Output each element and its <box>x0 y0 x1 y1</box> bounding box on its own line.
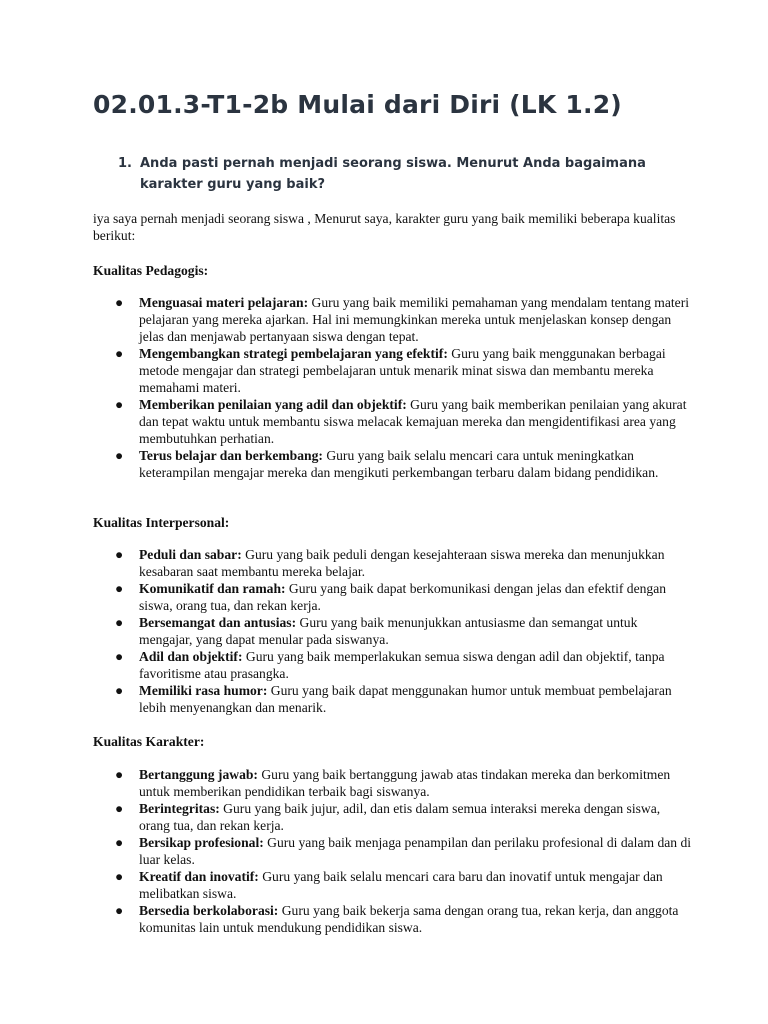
item-term: Berintegritas: <box>139 801 220 816</box>
bullet-icon: ● <box>115 295 124 310</box>
list-item <box>93 766 693 800</box>
list-item <box>93 345 693 396</box>
list-item <box>93 868 693 902</box>
item-desc: Guru yang baik menggunakan berbagai metode mengajar dan strategi pembelajaran untuk menarik minat siswa dan membantu mereka memahami materi. <box>139 346 666 395</box>
item-desc: Guru yang baik peduli dengan kesejahteraan siswa mereka dan menunjukkan kesabaran saat membantu mereka belajar. <box>139 547 665 579</box>
bullet-icon: ● <box>115 683 124 698</box>
item-term: Bersemangat dan antusias: <box>139 615 297 630</box>
list-item <box>93 648 693 682</box>
list-item <box>93 614 693 648</box>
item-desc: Guru yang baik memiliki pemahaman yang mendalam tentang materi pelajaran yang mereka ajarkan. Hal ini memungkinkan mereka untuk menjelaskan konsep dengan jelas dan menjawab pertanyaan siswa dengan tepat. <box>139 295 690 344</box>
item-term: Bersedia berkolaborasi: <box>139 903 279 918</box>
list-item <box>93 834 693 868</box>
section-heading-karakter: Kualitas Karakter: <box>93 734 205 749</box>
bullet-icon: ● <box>115 581 124 596</box>
list-item <box>93 396 693 447</box>
bullet-icon: ● <box>115 397 124 412</box>
bullet-icon: ● <box>115 835 124 850</box>
item-term: Mengembangkan strategi pembelajaran yang efektif: <box>139 346 448 361</box>
item-term: Terus belajar dan berkembang: <box>139 448 323 463</box>
item-desc: Guru yang baik bertanggung jawab atas tindakan mereka dan berkomitmen untuk memberikan pendidikan terbaik bagi siswanya. <box>139 767 671 799</box>
item-term: Komunikatif dan ramah: <box>139 581 286 596</box>
item-desc: Guru yang baik bekerja sama dengan orang tua, rekan kerja, dan anggota komunitas lain untuk mendukung pendidikan siswa. <box>139 903 679 935</box>
bullet-icon: ● <box>115 649 124 664</box>
item-desc: Guru yang baik menunjukkan antusiasme dan semangat untuk mengajar, yang dapat menular pada siswanya. <box>139 615 638 647</box>
list-item <box>93 294 693 345</box>
bullet-icon: ● <box>115 801 124 816</box>
item-desc: Guru yang baik memberikan penilaian yang akurat dan tepat waktu untuk membantu siswa melacak kemajuan mereka dan mengidentifikasi area yang membutuhkan perhatian. <box>139 397 687 446</box>
item-desc: Guru yang baik jujur, adil, dan etis dalam semua interaksi mereka dengan siswa, orang tua, dan rekan kerja. <box>139 801 661 833</box>
bullet-icon: ● <box>115 448 124 463</box>
item-desc: Guru yang baik selalu mencari cara untuk meningkatkan keterampilan mengajar mereka dan mengikuti perkembangan terbaru dalam bidang pendidikan. <box>139 448 659 480</box>
bullet-icon: ● <box>115 869 124 884</box>
item-term: Peduli dan sabar: <box>139 547 242 562</box>
item-term: Menguasai materi pelajaran: <box>139 295 309 310</box>
question-number: 1. <box>118 156 132 171</box>
item-term: Bersikap profesional: <box>139 835 264 850</box>
document-title: 02.01.3-T1-2b Mulai dari Diri (LK 1.2) <box>93 90 622 119</box>
intro-paragraph: iya saya pernah menjadi seorang siswa , Menurut saya, karakter guru yang baik memiliki beberapa kualitas berikut: <box>93 211 676 243</box>
bullet-icon: ● <box>115 547 124 562</box>
question-text: Anda pasti pernah menjadi seorang siswa. Menurut Anda bagaimana karakter guru yang baik? <box>140 156 646 192</box>
bullet-icon: ● <box>115 903 124 918</box>
bullet-icon: ● <box>115 767 124 782</box>
list-item <box>93 447 693 481</box>
list-pedagogis <box>93 294 693 481</box>
item-term: Memberikan penilaian yang adil dan objektif: <box>139 397 407 412</box>
item-term: Adil dan objektif: <box>139 649 243 664</box>
item-desc: Guru yang baik dapat berkomunikasi dengan jelas dan efektif dengan siswa, orang tua, dan rekan kerja. <box>139 581 667 613</box>
list-item <box>93 682 693 716</box>
section-heading-interpersonal: Kualitas Interpersonal: <box>93 515 230 530</box>
list-karakter <box>93 766 693 936</box>
section-heading-pedagogis: Kualitas Pedagogis: <box>93 263 209 278</box>
list-item <box>93 546 693 580</box>
list-interpersonal <box>93 546 693 716</box>
item-term: Memiliki rasa humor: <box>139 683 268 698</box>
item-desc: Guru yang baik dapat menggunakan humor untuk membuat pembelajaran lebih menyenangkan dan menarik. <box>139 683 672 715</box>
item-term: Kreatif dan inovatif: <box>139 869 259 884</box>
list-item <box>93 580 693 614</box>
item-desc: Guru yang baik menjaga penampilan dan perilaku profesional di dalam dan di luar kelas. <box>139 835 692 867</box>
item-desc: Guru yang baik selalu mencari cara baru dan inovatif untuk mengajar dan melibatkan siswa. <box>139 869 663 901</box>
list-item <box>93 800 693 834</box>
item-desc: Guru yang baik memperlakukan semua siswa dengan adil dan objektif, tanpa favoritisme atau prasangka. <box>139 649 665 681</box>
list-item <box>93 902 693 936</box>
bullet-icon: ● <box>115 615 124 630</box>
item-term: Bertanggung jawab: <box>139 767 258 782</box>
bullet-icon: ● <box>115 346 124 361</box>
